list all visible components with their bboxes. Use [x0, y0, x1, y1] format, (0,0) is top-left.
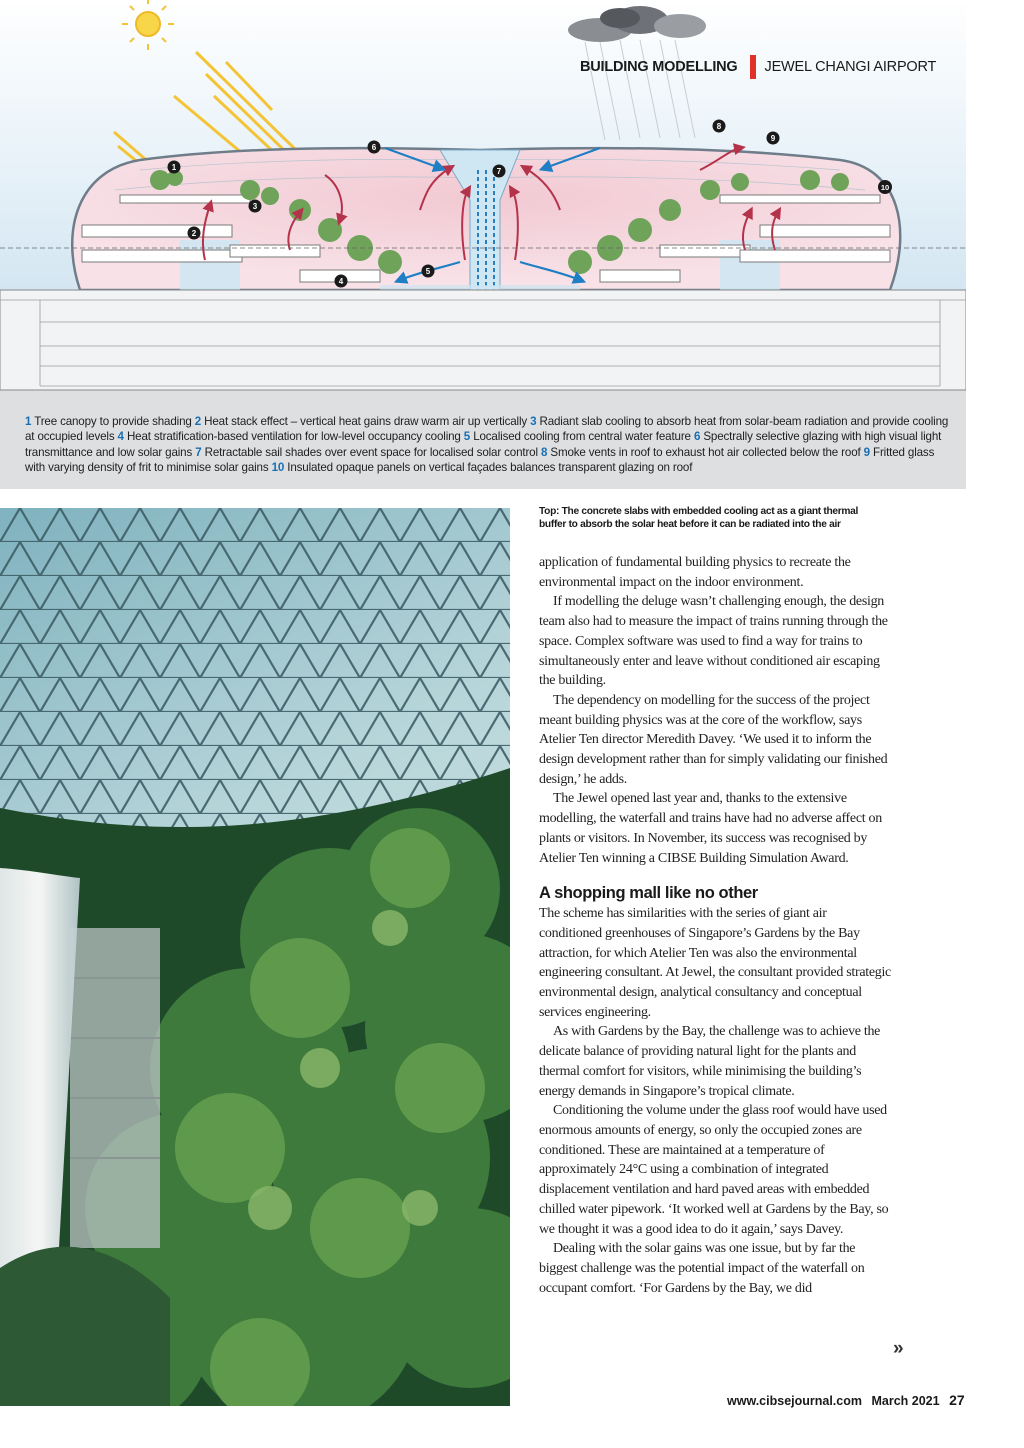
paragraph: If modelling the deluge wasn’t challenging enough, the design team also had to measure the impact of trains running through the space. Complex software was used to find a way for trains to simultaneously enter and leave without conditioned air escaping the building.: [539, 594, 888, 689]
paragraph: application of fundamental building physics to recreate the environmental impact on the indoor environment.: [539, 555, 851, 590]
page-number: 27: [949, 1392, 965, 1408]
marker-2: 2: [191, 229, 197, 238]
marker-4: 4: [338, 277, 344, 286]
legend-text: Heat stack effect – vertical heat gains draw warm air up vertically: [204, 415, 528, 428]
issue-date: March 2021: [871, 1394, 940, 1408]
paragraph: The Jewel opened last year and, thanks to the extensive modelling, the waterfall and trains have had no adverse affect on plants or visitors. In November, its success was recognised by Atelier Ten winning a CIBSE Building Simulation Award.: [539, 791, 882, 866]
continue-arrow-icon: »: [893, 1338, 904, 1359]
legend-item-4: [118, 430, 461, 443]
marker-8: 8: [716, 122, 722, 131]
legend-number: 10: [271, 461, 285, 475]
marker-5: 5: [425, 267, 431, 276]
legend-item-10: [272, 461, 693, 474]
diagram-legend: [25, 414, 955, 476]
marker-1: 1: [171, 163, 177, 172]
legend-text: Retractable sail shades over event space for localised solar control: [204, 445, 538, 459]
legend-number: 1: [25, 415, 32, 428]
header-divider: [750, 55, 756, 79]
legend-item-2: [195, 415, 527, 428]
legend-text: Tree canopy to provide shading: [34, 415, 192, 428]
marker-3: 3: [252, 202, 258, 211]
legend-number: 8: [540, 445, 548, 459]
paragraph: The scheme has similarities with the series of giant air conditioned greenhouses of Singapore’s Gardens by the Bay attraction, for which Atelier Ten was also the environmental engineering consultant. At Jewel, the consultant provided strategic environmental design, analytical consultancy and conceptual services engineering.: [539, 906, 891, 1020]
legend-item-8: [541, 446, 861, 459]
marker-9: 9: [770, 134, 776, 143]
marker-10: 10: [880, 183, 890, 192]
section-diagram: [0, 0, 966, 489]
paragraph: Conditioning the volume under the glass roof would have used enormous amounts of energy, so only the occupied zones are conditioned. These are maintained at a temperature of approximately 24°C using a combination of integrated displacement ventilation and hard paved areas with embedded chilled water pipework. ‘It worked well at Gardens by the Bay, so we thought it was a good idea to do it again,’ says Davey.: [539, 1103, 889, 1237]
legend-number: 5: [463, 430, 471, 444]
article-topic: JEWEL CHANGI AIRPORT: [764, 59, 937, 75]
figure-caption: Top: The concrete slabs with embedded cooling act as a giant thermal buffer to absorb the solar heat before it can be radiated into the air: [539, 506, 859, 530]
legend-number: 3: [530, 415, 537, 428]
legend-number: 4: [117, 430, 124, 444]
legend-item-1: [25, 415, 192, 428]
marker-6: 6: [371, 143, 377, 152]
legend-number: 7: [195, 445, 202, 459]
website-url: www.cibsejournal.com: [727, 1394, 862, 1408]
legend-text: Radiant slab cooling to absorb heat from solar-beam radiation and provide cooling at occupied levels: [25, 415, 949, 444]
marker-7: 7: [496, 167, 502, 176]
jewel-interior-photo: [0, 508, 510, 1406]
paragraph: The dependency on modelling for the success of the project meant building physics was at the core of the workflow, says Atelier Ten director Meredith Davey. ‘We used it to inform the design development rather than for simply validating our finished design,’ he adds.: [539, 692, 888, 787]
paragraph: Dealing with the solar gains was one issue, but by far the biggest challenge was the potential impact of the waterfall on occupant comfort. ‘For Gardens by the Bay, we did: [539, 1241, 865, 1296]
legend-text: Localised cooling from central water feature: [473, 430, 691, 444]
subheading: A shopping mall like no other: [539, 884, 758, 903]
page-header: [580, 56, 936, 78]
legend-item-7: [195, 446, 538, 459]
legend-text: Heat stratification-based ventilation for low-level occupancy cooling: [126, 430, 461, 444]
legend-item-5: [464, 430, 691, 443]
legend-number: 2: [194, 415, 202, 428]
legend-number: 6: [693, 430, 701, 444]
legend-number: 9: [863, 445, 870, 459]
legend-text: Insulated opaque panels on vertical façades balances transparent glazing on roof: [287, 461, 693, 475]
legend-text: Smoke vents in roof to exhaust hot air collected below the roof: [550, 445, 861, 459]
legend-text: Fritted glass with varying density of frit to minimise solar gains: [25, 445, 935, 475]
section-title: BUILDING MODELLING: [580, 59, 738, 75]
paragraph: As with Gardens by the Bay, the challenge was to achieve the delicate balance of providing natural light for the plants and thermal comfort for visitors, while minimising the building’s energy demands in Singapore’s tropical climate.: [539, 1024, 881, 1099]
legend-text: Spectrally selective glazing with high visual light transmittance and low solar gains: [25, 430, 942, 459]
photo-illustration: [0, 508, 510, 1406]
article-body: [539, 553, 891, 1298]
page-footer: [727, 1392, 965, 1408]
